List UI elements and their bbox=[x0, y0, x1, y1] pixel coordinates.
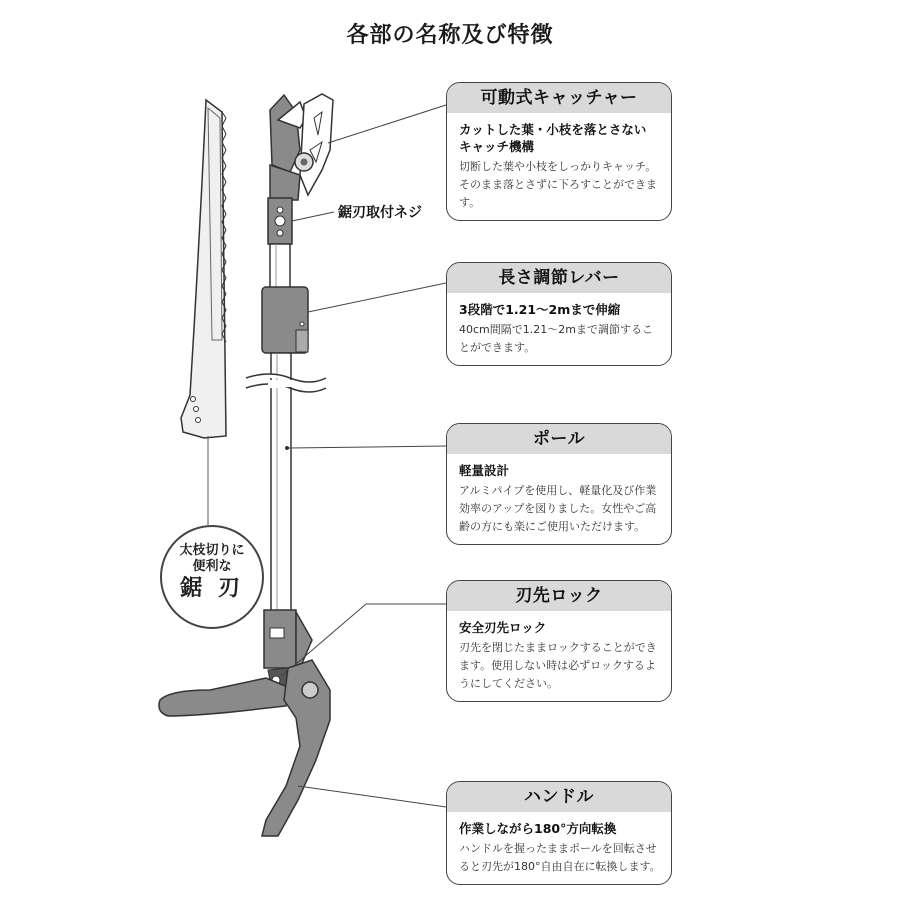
card-desc-line: とができます。 bbox=[459, 341, 536, 354]
saw-screw-bracket bbox=[268, 198, 334, 244]
card-desc-line: 切断した葉や小枝をしっかりキャッチ。 bbox=[459, 160, 657, 173]
card-description bbox=[459, 482, 661, 536]
card-desc-line: す。 bbox=[459, 196, 481, 209]
card-subtitle-line: カットした葉・小枝を落とさない bbox=[459, 122, 647, 137]
card-subtitle bbox=[459, 301, 661, 318]
card-subtitle bbox=[459, 619, 661, 636]
card-movable-catcher bbox=[446, 82, 672, 221]
card-subtitle-line: 安全刃先ロック bbox=[459, 620, 547, 635]
card-desc-line: 効率のアップを図りました。女性やご高 bbox=[459, 502, 657, 515]
pole bbox=[246, 353, 446, 615]
card-heading: ハンドル bbox=[447, 782, 671, 812]
card-subtitle-line: 3段階で1.21～2mまで伸縮 bbox=[459, 302, 621, 317]
card-pole bbox=[446, 423, 672, 545]
card-desc-line: 40cm間隔で1.21～2mまで調節するこ bbox=[459, 323, 653, 336]
saw-blade bbox=[181, 100, 226, 525]
length-lever bbox=[262, 283, 446, 353]
card-subtitle-line: 作業しながら180°方向転換 bbox=[459, 821, 617, 836]
saw-blade-badge bbox=[160, 525, 264, 629]
badge-line-2: 便利な bbox=[192, 559, 232, 574]
card-heading: 刃先ロック bbox=[447, 581, 671, 611]
card-handle bbox=[446, 781, 672, 885]
pole-upper bbox=[270, 244, 290, 292]
card-desc-line: 齢の方にも楽にご使用いただけます。 bbox=[459, 520, 646, 533]
card-desc-line: アルミパイプを使用し、軽量化及び作業 bbox=[459, 484, 657, 497]
card-description bbox=[459, 321, 661, 357]
page-title: 各部の名称及び特徴 bbox=[346, 23, 554, 48]
card-desc-line: ます。使用しない時は必ずロックするよ bbox=[459, 659, 656, 672]
card-desc-line: ると刃先が180°自由自在に転換します。 bbox=[459, 860, 661, 873]
card-desc-line: うにしてください。 bbox=[459, 677, 558, 690]
card-description bbox=[459, 158, 661, 212]
card-blade-lock bbox=[446, 580, 672, 702]
card-subtitle-line: キャッチ機構 bbox=[459, 139, 535, 154]
card-desc-line: 刃先を閉じたままロックすることができ bbox=[459, 641, 657, 654]
card-desc-line: そのまま落とさずに下ろすことができま bbox=[459, 178, 657, 191]
card-subtitle bbox=[459, 820, 661, 837]
card-subtitle bbox=[459, 462, 661, 479]
badge-line-3: 鋸 刃 bbox=[180, 576, 244, 601]
saw-screw-label: 鋸刃取付ネジ bbox=[338, 205, 422, 221]
card-heading: ポール bbox=[447, 424, 671, 454]
cutter-head bbox=[270, 94, 446, 200]
handle bbox=[159, 660, 446, 836]
card-subtitle-line: 軽量設計 bbox=[459, 463, 510, 478]
card-heading: 長さ調節レバー bbox=[447, 263, 671, 293]
card-description bbox=[459, 840, 661, 876]
card-description bbox=[459, 639, 661, 693]
card-desc-line: ハンドルを握ったままポールを回転させ bbox=[459, 842, 657, 855]
card-length-lever bbox=[446, 262, 672, 366]
badge-line-1: 太枝切りに bbox=[179, 543, 245, 558]
card-subtitle bbox=[459, 121, 661, 155]
card-heading: 可動式キャッチャー bbox=[447, 83, 671, 113]
